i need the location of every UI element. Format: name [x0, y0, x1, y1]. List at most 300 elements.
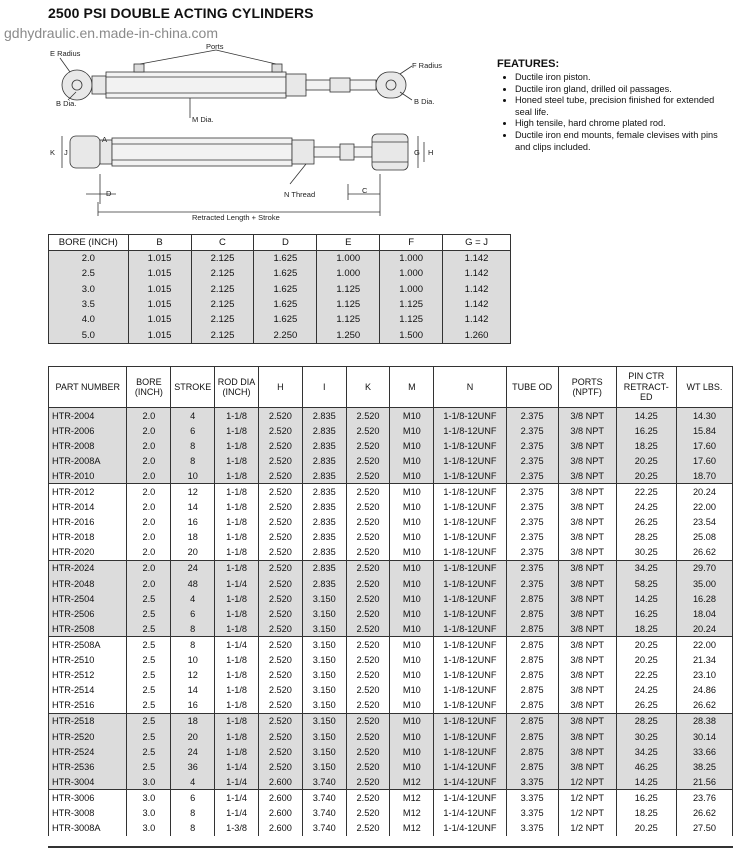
table-cell: 1-1/8-12UNF	[434, 545, 506, 561]
dimensions-table	[48, 234, 511, 344]
table-cell: 24.25	[616, 683, 676, 698]
dims-cell: 2.125	[191, 327, 254, 343]
table-cell: 3.150	[302, 653, 346, 668]
table-cell: 2.0	[127, 560, 171, 576]
table-cell: 8	[171, 821, 215, 836]
table-cell: 2.835	[302, 576, 346, 591]
table-cell: 1-1/4	[215, 805, 259, 820]
dims-cell: 2.250	[254, 327, 317, 343]
label-m-dia: M Dia.	[192, 115, 214, 124]
dims-cell: 1.142	[443, 297, 511, 312]
dims-cell: 1.125	[317, 297, 380, 312]
table-cell: 2.875	[506, 621, 558, 637]
table-row	[49, 790, 733, 806]
table-cell: 14.30	[676, 408, 732, 424]
parts-header-k: K	[346, 367, 390, 408]
table-cell: 2.520	[346, 683, 390, 698]
table-cell: 3.740	[302, 774, 346, 790]
bottom-rule	[48, 846, 733, 848]
table-cell: 2.520	[346, 637, 390, 653]
table-cell: 2.520	[346, 484, 390, 500]
table-cell: 2.520	[258, 423, 302, 438]
table-cell: 2.835	[302, 484, 346, 500]
table-cell: 1-1/8-12UNF	[434, 500, 506, 515]
dims-cell: 1.625	[254, 266, 317, 281]
table-cell: 3/8 NPT	[558, 744, 616, 759]
table-cell: 2.835	[302, 453, 346, 468]
parts-header-i: I	[302, 367, 346, 408]
table-row	[49, 576, 733, 591]
dimensions-header-row	[49, 235, 511, 251]
dims-header-c: C	[191, 235, 254, 251]
table-cell: M10	[390, 423, 434, 438]
table-cell: 2.0	[127, 545, 171, 561]
table-cell: M10	[390, 759, 434, 774]
table-cell: 1-1/8	[215, 515, 259, 530]
table-cell: 2.875	[506, 698, 558, 714]
label-c: C	[362, 186, 368, 195]
table-cell: 1-1/8-12UNF	[434, 576, 506, 591]
table-cell: 2.520	[346, 621, 390, 637]
table-cell: 2.520	[346, 713, 390, 729]
table-cell: 3.740	[302, 821, 346, 836]
table-cell: 20.25	[616, 637, 676, 653]
table-cell: 2.835	[302, 468, 346, 484]
part-number-cell: HTR-2512	[49, 668, 127, 683]
table-cell: 2.600	[258, 790, 302, 806]
table-row	[49, 560, 733, 576]
table-cell: 2.5	[127, 591, 171, 606]
table-cell: 3/8 NPT	[558, 606, 616, 621]
table-cell: 22.00	[676, 637, 732, 653]
table-cell: 26.25	[616, 698, 676, 714]
table-cell: 3.150	[302, 637, 346, 653]
table-row	[49, 821, 733, 836]
table-cell: 15.84	[676, 423, 732, 438]
dims-cell: 1.125	[380, 312, 443, 327]
table-cell: 3.150	[302, 591, 346, 606]
table-cell: 2.520	[258, 653, 302, 668]
table-cell: 8	[171, 637, 215, 653]
table-cell: 22.25	[616, 484, 676, 500]
table-row	[49, 713, 733, 729]
table-cell: 2.5	[127, 698, 171, 714]
table-cell: 28.38	[676, 713, 732, 729]
table-cell: 1-1/8-12UNF	[434, 591, 506, 606]
part-number-cell: HTR-2020	[49, 545, 127, 561]
table-cell: 1-1/4	[215, 576, 259, 591]
table-cell: 18.25	[616, 805, 676, 820]
table-cell: M10	[390, 530, 434, 545]
dims-cell: 3.0	[49, 282, 129, 297]
table-cell: 3.375	[506, 821, 558, 836]
table-cell: M10	[390, 408, 434, 424]
table-cell: 2.520	[346, 698, 390, 714]
table-cell: 3/8 NPT	[558, 515, 616, 530]
table-cell: 3.150	[302, 759, 346, 774]
table-cell: 1-1/8-12UNF	[434, 423, 506, 438]
table-cell: 2.875	[506, 668, 558, 683]
table-cell: 28.25	[616, 713, 676, 729]
dims-cell: 1.015	[128, 327, 191, 343]
table-cell: M10	[390, 713, 434, 729]
table-cell: M10	[390, 637, 434, 653]
dims-cell: 1.000	[317, 266, 380, 281]
table-cell: 10	[171, 653, 215, 668]
table-cell: 1-1/8	[215, 468, 259, 484]
table-cell: M10	[390, 438, 434, 453]
table-cell: 3/8 NPT	[558, 668, 616, 683]
table-cell: 29.70	[676, 560, 732, 576]
table-cell: 20	[171, 545, 215, 561]
parts-header-wt-lbs: WT LBS.	[676, 367, 732, 408]
table-cell: 1-1/4-12UNF	[434, 821, 506, 836]
table-cell: M10	[390, 484, 434, 500]
table-cell: 2.520	[346, 821, 390, 836]
dims-cell: 5.0	[49, 327, 129, 343]
watermark-text: gdhydraulic.en.made-in-china.com	[4, 25, 218, 41]
table-cell: 1/2 NPT	[558, 821, 616, 836]
table-cell: 1-1/8	[215, 621, 259, 637]
table-cell: 2.520	[346, 744, 390, 759]
part-number-cell: HTR-2508	[49, 621, 127, 637]
table-cell: 21.34	[676, 653, 732, 668]
table-cell: 1-1/4-12UNF	[434, 759, 506, 774]
table-cell: 1-1/8-12UNF	[434, 408, 506, 424]
table-cell: 8	[171, 438, 215, 453]
table-row	[49, 500, 733, 515]
table-cell: 2.375	[506, 453, 558, 468]
table-cell: 8	[171, 453, 215, 468]
dims-cell: 1.000	[317, 251, 380, 267]
features-section	[497, 58, 727, 153]
table-cell: M10	[390, 606, 434, 621]
label-f-radius: F Radius	[412, 61, 443, 70]
parts-header-tube-od: TUBE OD	[506, 367, 558, 408]
table-cell: 26.25	[616, 515, 676, 530]
table-cell: 20	[171, 729, 215, 744]
label-k: K	[50, 148, 56, 157]
part-number-cell: HTR-2014	[49, 500, 127, 515]
table-cell: 1/2 NPT	[558, 805, 616, 820]
part-number-cell: HTR-2520	[49, 729, 127, 744]
table-cell: 1-1/8	[215, 500, 259, 515]
parts-header-row	[49, 367, 733, 408]
dims-cell: 1.250	[317, 327, 380, 343]
part-number-cell: HTR-2508A	[49, 637, 127, 653]
table-cell: 6	[171, 790, 215, 806]
table-cell: 48	[171, 576, 215, 591]
label-d: D	[106, 189, 112, 198]
table-cell: 2.875	[506, 591, 558, 606]
table-cell: 1-1/4	[215, 774, 259, 790]
table-cell: 17.60	[676, 453, 732, 468]
table-cell: 2.520	[258, 668, 302, 683]
part-number-cell: HTR-2514	[49, 683, 127, 698]
table-row	[49, 774, 733, 790]
table-cell: 2.520	[258, 500, 302, 515]
table-cell: M10	[390, 500, 434, 515]
table-cell: 3/8 NPT	[558, 484, 616, 500]
label-n-thread: N Thread	[284, 190, 316, 199]
table-cell: 2.875	[506, 653, 558, 668]
table-cell: 25.08	[676, 530, 732, 545]
label-retracted-length: Retracted Length + Stroke	[192, 213, 280, 222]
table-cell: 1-1/8	[215, 484, 259, 500]
part-number-cell: HTR-2516	[49, 698, 127, 714]
dimensions-table-body	[49, 251, 511, 344]
table-cell: 1-1/8	[215, 713, 259, 729]
table-row	[49, 606, 733, 621]
table-cell: 2.520	[258, 683, 302, 698]
table-cell: 2.520	[258, 713, 302, 729]
table-cell: 3.150	[302, 668, 346, 683]
dims-cell: 2.5	[49, 266, 129, 281]
table-cell: M10	[390, 653, 434, 668]
table-cell: 4	[171, 591, 215, 606]
dims-cell: 1.625	[254, 251, 317, 267]
table-cell: 3.740	[302, 805, 346, 820]
label-j: J	[64, 148, 68, 157]
dims-cell: 1.125	[317, 312, 380, 327]
table-cell: 2.0	[127, 576, 171, 591]
table-cell: 1-1/8	[215, 408, 259, 424]
table-cell: 1-1/8-12UNF	[434, 744, 506, 759]
table-cell: 2.875	[506, 606, 558, 621]
table-cell: 3/8 NPT	[558, 637, 616, 653]
parts-header-pin-ctr: PIN CTR RETRACT-ED	[616, 367, 676, 408]
table-cell: 23.54	[676, 515, 732, 530]
table-cell: 2.875	[506, 729, 558, 744]
table-cell: 3.150	[302, 713, 346, 729]
table-cell: 2.520	[346, 530, 390, 545]
dims-cell: 1.015	[128, 312, 191, 327]
table-cell: 3/8 NPT	[558, 560, 616, 576]
table-cell: 1-1/8	[215, 423, 259, 438]
table-cell: 1-1/8-12UNF	[434, 653, 506, 668]
table-cell: 2.520	[346, 591, 390, 606]
parts-header-m: M	[390, 367, 434, 408]
table-cell: 1-1/8-12UNF	[434, 484, 506, 500]
table-cell: 2.520	[258, 759, 302, 774]
table-cell: 30.25	[616, 729, 676, 744]
table-cell: 3/8 NPT	[558, 530, 616, 545]
dims-cell: 1.125	[317, 282, 380, 297]
table-cell: 2.520	[346, 515, 390, 530]
part-number-cell: HTR-2016	[49, 515, 127, 530]
table-cell: 2.5	[127, 668, 171, 683]
table-cell: 2.875	[506, 744, 558, 759]
parts-header-ports: PORTS (NPTF)	[558, 367, 616, 408]
table-cell: 3.0	[127, 805, 171, 820]
table-cell: 18.25	[616, 438, 676, 453]
table-cell: 2.520	[258, 606, 302, 621]
table-cell: 2.835	[302, 515, 346, 530]
dims-cell: 2.125	[191, 297, 254, 312]
dims-cell: 1.142	[443, 312, 511, 327]
table-row	[49, 637, 733, 653]
table-cell: 2.375	[506, 438, 558, 453]
table-cell: 2.520	[258, 408, 302, 424]
dims-header-f: F	[380, 235, 443, 251]
table-cell: 1-1/8-12UNF	[434, 438, 506, 453]
table-cell: 1-1/8	[215, 560, 259, 576]
table-cell: 1-1/8	[215, 744, 259, 759]
table-cell: 20.24	[676, 484, 732, 500]
table-cell: 1/2 NPT	[558, 790, 616, 806]
dims-cell: 2.125	[191, 282, 254, 297]
table-row	[49, 621, 733, 637]
label-b-dia-left: B Dia.	[56, 99, 77, 108]
table-cell: 1-1/8-12UNF	[434, 729, 506, 744]
table-cell: 10	[171, 468, 215, 484]
table-cell: 6	[171, 606, 215, 621]
table-cell: 2.835	[302, 438, 346, 453]
table-cell: 14	[171, 500, 215, 515]
table-cell: 2.520	[258, 560, 302, 576]
table-cell: 1-1/8-12UNF	[434, 560, 506, 576]
table-cell: 14	[171, 683, 215, 698]
table-cell: 2.520	[258, 530, 302, 545]
table-cell: 20.25	[616, 821, 676, 836]
feature-item: • Ductile iron piston.	[515, 72, 727, 84]
parts-header-n: N	[434, 367, 506, 408]
table-cell: 2.520	[346, 576, 390, 591]
dims-cell: 1.260	[443, 327, 511, 343]
dims-cell: 4.0	[49, 312, 129, 327]
parts-header-stroke: STROKE	[171, 367, 215, 408]
table-cell: 3/8 NPT	[558, 698, 616, 714]
dims-cell: 1.015	[128, 251, 191, 267]
table-cell: 2.520	[346, 468, 390, 484]
table-row	[49, 423, 733, 438]
table-cell: 3.740	[302, 790, 346, 806]
table-cell: 1/2 NPT	[558, 774, 616, 790]
label-ports: Ports	[206, 44, 224, 51]
table-cell: 2.520	[258, 545, 302, 561]
table-cell: 2.375	[506, 484, 558, 500]
table-cell: 2.520	[258, 468, 302, 484]
part-number-cell: HTR-3006	[49, 790, 127, 806]
table-cell: M10	[390, 560, 434, 576]
table-cell: 2.520	[346, 545, 390, 561]
table-cell: 3/8 NPT	[558, 759, 616, 774]
table-cell: 3/8 NPT	[558, 545, 616, 561]
parts-table	[48, 366, 733, 836]
table-cell: 2.375	[506, 515, 558, 530]
table-cell: 2.5	[127, 621, 171, 637]
parts-header-rod-dia: ROD DIA (INCH)	[215, 367, 259, 408]
table-cell: 1-1/8-12UNF	[434, 468, 506, 484]
table-cell: 2.520	[346, 653, 390, 668]
table-cell: 58.25	[616, 576, 676, 591]
table-cell: 2.5	[127, 744, 171, 759]
dims-row	[49, 266, 511, 281]
part-number-cell: HTR-2024	[49, 560, 127, 576]
dims-cell: 1.015	[128, 282, 191, 297]
dims-cell: 1.000	[380, 251, 443, 267]
table-cell: 1-1/8	[215, 591, 259, 606]
table-row	[49, 759, 733, 774]
table-cell: 34.25	[616, 560, 676, 576]
table-cell: 2.520	[258, 698, 302, 714]
table-cell: 1-1/8	[215, 653, 259, 668]
table-cell: 2.0	[127, 515, 171, 530]
table-cell: 1-1/8	[215, 683, 259, 698]
table-cell: 3/8 NPT	[558, 576, 616, 591]
dims-cell: 3.5	[49, 297, 129, 312]
dims-cell: 1.625	[254, 297, 317, 312]
table-cell: M10	[390, 683, 434, 698]
dims-row	[49, 312, 511, 327]
table-cell: 2.835	[302, 560, 346, 576]
table-cell: 3.0	[127, 774, 171, 790]
table-cell: 3.150	[302, 683, 346, 698]
table-cell: 2.5	[127, 683, 171, 698]
table-row	[49, 805, 733, 820]
dims-cell: 1.015	[128, 297, 191, 312]
table-row	[49, 438, 733, 453]
table-cell: 6	[171, 423, 215, 438]
table-cell: 1-1/8-12UNF	[434, 515, 506, 530]
table-cell: 22.00	[676, 500, 732, 515]
table-cell: M10	[390, 621, 434, 637]
table-row	[49, 653, 733, 668]
table-cell: 20.25	[616, 468, 676, 484]
table-cell: 35.00	[676, 576, 732, 591]
table-cell: 2.5	[127, 637, 171, 653]
table-cell: 2.520	[346, 453, 390, 468]
part-number-cell: HTR-2506	[49, 606, 127, 621]
table-cell: M10	[390, 591, 434, 606]
part-number-cell: HTR-2018	[49, 530, 127, 545]
table-cell: 18	[171, 713, 215, 729]
table-cell: 3.375	[506, 774, 558, 790]
table-cell: 26.62	[676, 805, 732, 820]
table-cell: 2.520	[346, 408, 390, 424]
dims-row	[49, 282, 511, 297]
table-cell: 1-1/4	[215, 790, 259, 806]
table-cell: 2.875	[506, 637, 558, 653]
table-cell: 2.835	[302, 545, 346, 561]
part-number-cell: HTR-2006	[49, 423, 127, 438]
dims-cell: 1.142	[443, 251, 511, 267]
part-number-cell: HTR-2536	[49, 759, 127, 774]
table-cell: 24.25	[616, 500, 676, 515]
part-number-cell: HTR-3008A	[49, 821, 127, 836]
table-cell: 14.25	[616, 408, 676, 424]
table-cell: 8	[171, 621, 215, 637]
dims-cell: 1.000	[380, 266, 443, 281]
table-cell: 3/8 NPT	[558, 713, 616, 729]
table-cell: 21.56	[676, 774, 732, 790]
table-cell: 4	[171, 774, 215, 790]
table-cell: M10	[390, 453, 434, 468]
table-row	[49, 515, 733, 530]
table-cell: 2.5	[127, 713, 171, 729]
table-cell: 18	[171, 530, 215, 545]
table-cell: 17.60	[676, 438, 732, 453]
table-cell: M10	[390, 545, 434, 561]
table-cell: 2.520	[346, 729, 390, 744]
table-cell: 28.25	[616, 530, 676, 545]
table-cell: 2.520	[258, 515, 302, 530]
table-cell: 2.835	[302, 423, 346, 438]
table-cell: 26.62	[676, 698, 732, 714]
table-cell: 1-1/4	[215, 759, 259, 774]
table-cell: 3.150	[302, 621, 346, 637]
table-cell: 2.520	[258, 576, 302, 591]
